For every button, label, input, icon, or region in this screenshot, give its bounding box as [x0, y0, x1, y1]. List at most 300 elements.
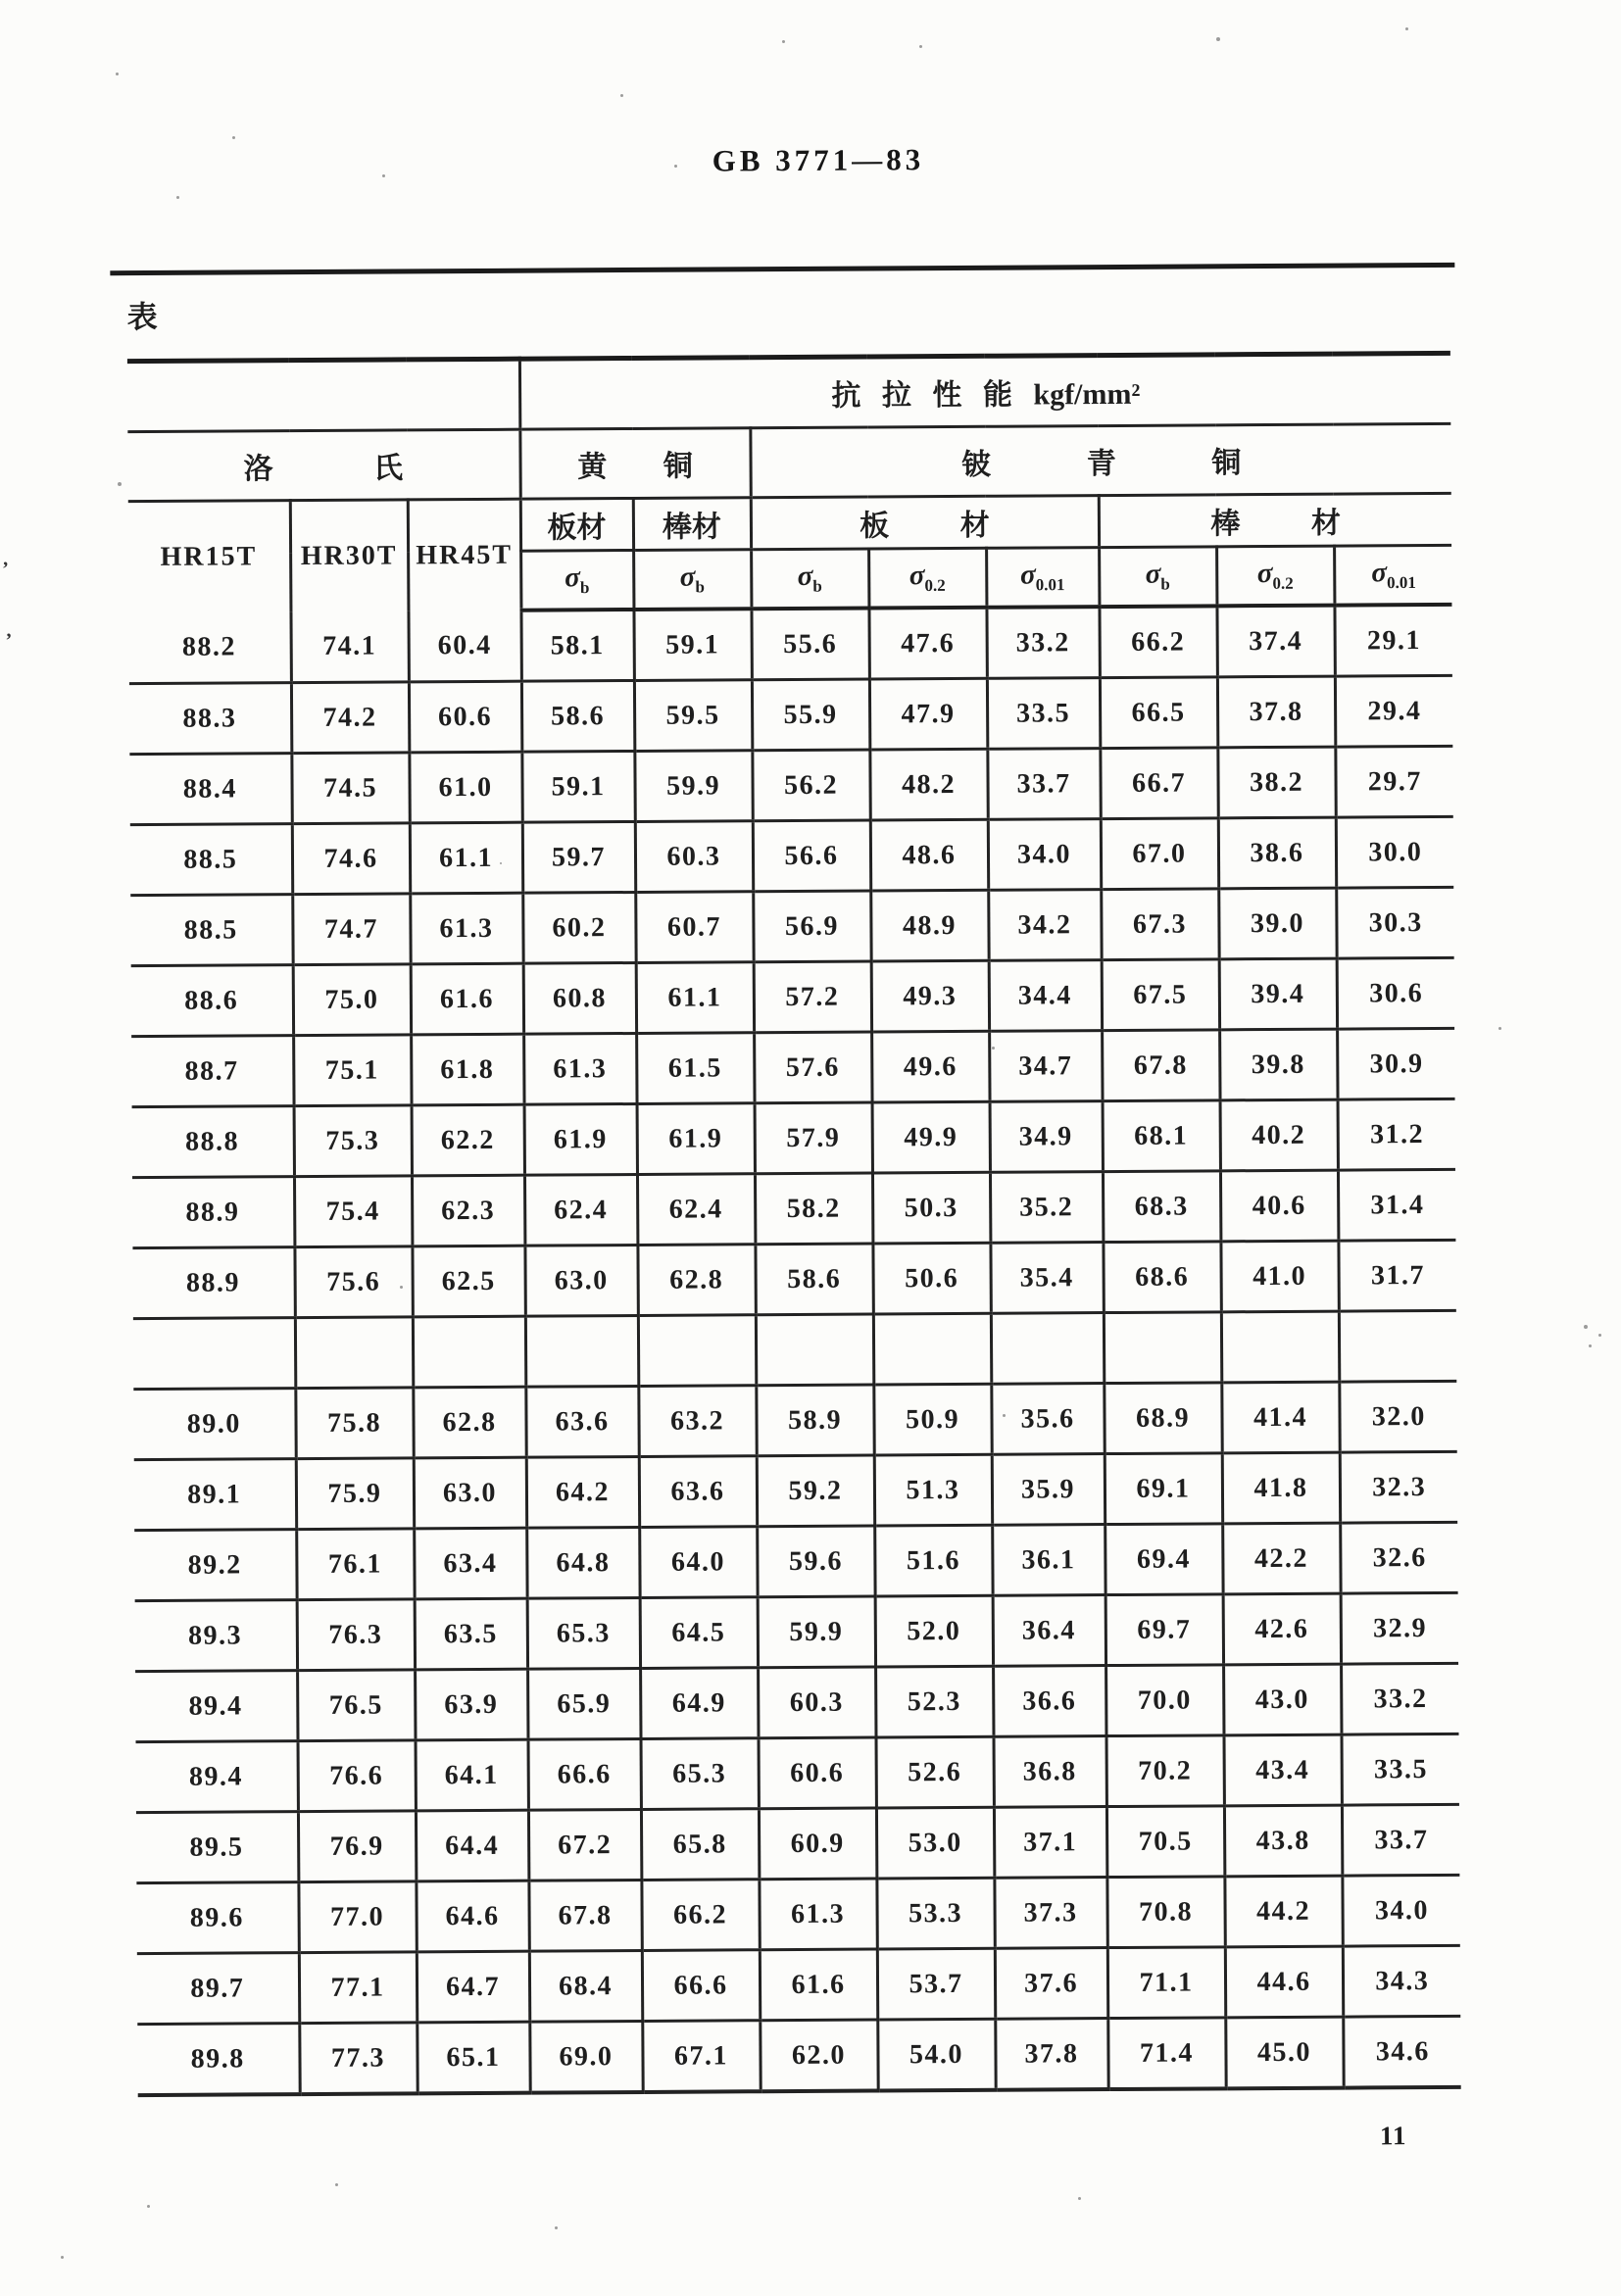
table-cell: 70.2: [1105, 1735, 1223, 1807]
table-cell: 64.1: [416, 1739, 528, 1811]
table-cell: 88.6: [131, 965, 293, 1037]
table-cell: 52.0: [875, 1595, 993, 1667]
table-row: [130, 887, 1454, 965]
table-cell: 35.4: [990, 1243, 1103, 1314]
table-cell: 59.1: [633, 609, 751, 680]
table-cell: 30.0: [1336, 816, 1454, 888]
table-cell: 31.2: [1338, 1099, 1456, 1170]
table-row: [132, 1099, 1456, 1177]
table-cell: 75.3: [294, 1105, 412, 1177]
table-row: [132, 1169, 1456, 1247]
table-cell: 29.4: [1335, 675, 1453, 747]
table-cell: 43.4: [1223, 1734, 1341, 1806]
table-cell: 34.6: [1343, 2016, 1461, 2087]
table-cell: 59.1: [521, 751, 634, 822]
scan-speck: [1078, 2197, 1081, 2200]
table-cell: 68.3: [1103, 1171, 1220, 1243]
table-cell: [525, 1315, 638, 1387]
table-cell: 54.0: [877, 2019, 995, 2090]
table-row: [129, 746, 1453, 824]
table-cell: 43.8: [1224, 1805, 1342, 1877]
table-cell: 58.6: [755, 1244, 872, 1315]
table-cell: 32.3: [1340, 1451, 1458, 1523]
table-cell: 69.7: [1105, 1594, 1223, 1666]
table-cell: 67.0: [1101, 818, 1218, 890]
table-cell: 61.3: [759, 1879, 876, 1950]
beryllium-sheet-cell: 板 材: [751, 496, 1099, 550]
table-row: [135, 1592, 1459, 1671]
table-cell: 67.3: [1101, 889, 1218, 960]
table-cell: 53.7: [877, 1948, 995, 2020]
table-cell: 88.9: [132, 1247, 294, 1319]
table-cell: 48.6: [870, 819, 988, 891]
table-row: [136, 1875, 1460, 1953]
table-cell: 62.8: [637, 1245, 755, 1316]
table-cell: 60.8: [523, 962, 636, 1034]
table-cell: 77.3: [299, 2023, 417, 2094]
table-cell: 37.8: [995, 2019, 1107, 2090]
table-cell: 88.5: [130, 895, 292, 966]
scan-speck: [382, 174, 385, 177]
scan-speck: [1589, 1344, 1592, 1347]
scan-speck: [1584, 1325, 1588, 1329]
table-cell: 33.7: [1342, 1804, 1460, 1876]
table-cell: 34.0: [988, 819, 1101, 891]
sigma-b-cell: $\sigma_b$: [520, 550, 633, 610]
table-cell: 31.7: [1338, 1240, 1456, 1311]
table-cell: 74.2: [291, 682, 409, 754]
table-row: [128, 605, 1452, 684]
table-cell: 57.2: [754, 961, 871, 1033]
table-row: [134, 1451, 1458, 1530]
rockwell-spacer-cell: [127, 359, 519, 431]
table-cell: 70.0: [1105, 1665, 1223, 1736]
table-cell: 58.1: [520, 610, 633, 681]
table-cell: 37.6: [995, 1948, 1107, 2020]
table-cell: 88.9: [132, 1177, 294, 1248]
table-cell: 89.5: [136, 1812, 298, 1883]
brass-rod-cell: 棒材: [633, 498, 751, 551]
table-cell: 50.9: [873, 1384, 991, 1455]
table-cell: [1104, 1312, 1221, 1384]
table-cell: 34.2: [988, 890, 1101, 961]
table-cell: 36.4: [993, 1595, 1105, 1667]
table-cell: 77.0: [298, 1881, 416, 1953]
table-cell: 56.9: [753, 891, 870, 962]
table-cell: [991, 1313, 1104, 1385]
table-cell: 60.4: [408, 611, 520, 682]
header-rule: [110, 263, 1454, 275]
table-cell: 37.1: [994, 1807, 1106, 1879]
table-row: [135, 1663, 1459, 1741]
table-cell: 76.9: [298, 1811, 416, 1882]
scan-speck: [61, 2256, 64, 2259]
table-row: [134, 1522, 1458, 1600]
table-cell: 67.2: [528, 1809, 641, 1881]
table-cell: [638, 1315, 756, 1387]
table-cell: 61.3: [523, 1033, 636, 1104]
table-cell: 59.5: [634, 680, 752, 752]
table-cell: 47.9: [869, 678, 987, 750]
table-cell: 59.2: [757, 1455, 874, 1527]
table-cell: 71.1: [1107, 1947, 1225, 2019]
scan-speck: [1003, 1414, 1006, 1417]
table-cell: 77.1: [299, 1952, 417, 2024]
table-cell: 34.3: [1343, 1945, 1461, 2017]
sigma-001-cell: $\sigma_{0.01}$: [986, 548, 1099, 608]
table-row: [131, 957, 1455, 1036]
scan-speck: [620, 94, 623, 97]
table-cell: 62.5: [412, 1246, 524, 1317]
table-cell: 34.7: [989, 1031, 1102, 1102]
scan-speck: [674, 165, 677, 168]
table-cell: 66.5: [1100, 677, 1217, 749]
table-cell: 42.2: [1222, 1523, 1340, 1594]
table-cell: 40.2: [1220, 1099, 1338, 1171]
table-cell: 50.3: [872, 1172, 990, 1244]
scan-speck: [1216, 37, 1220, 41]
table-cell: 36.8: [993, 1736, 1105, 1808]
table-cell: 68.1: [1103, 1100, 1220, 1172]
table-cell: 44.6: [1225, 1946, 1343, 2018]
table-cell: 68.6: [1103, 1242, 1220, 1313]
table-cell: 60.3: [635, 821, 753, 893]
table-cell: 63.4: [414, 1528, 526, 1599]
table-cell: 64.2: [526, 1456, 639, 1528]
table-cell: 75.8: [295, 1388, 413, 1459]
table-cell: 60.9: [759, 1808, 876, 1880]
table-cell: 60.6: [759, 1737, 876, 1809]
table-cell: 62.3: [412, 1175, 524, 1246]
table-cell: 34.4: [989, 960, 1102, 1032]
table-cell: 61.8: [411, 1034, 523, 1105]
table-cell: 88.3: [129, 683, 291, 755]
table-cell: 70.5: [1106, 1806, 1224, 1878]
table-cell: 61.9: [637, 1103, 755, 1175]
table-cell: 33.5: [1341, 1734, 1459, 1805]
table-cell: 64.6: [416, 1881, 528, 1952]
table-cell: 41.0: [1220, 1241, 1338, 1312]
scan-speck: [116, 73, 119, 75]
table-cell: 39.8: [1219, 1029, 1337, 1100]
document-code: GB 3771—83: [712, 142, 925, 178]
table-cell: 41.4: [1221, 1382, 1339, 1453]
table-cell: 48.2: [869, 749, 987, 820]
table-row: [133, 1381, 1457, 1459]
table-cell: 69.4: [1105, 1524, 1222, 1595]
table-cell: 74.7: [292, 894, 410, 965]
hr45t-header-cell: HR45T: [408, 499, 521, 611]
table-cell: 37.3: [994, 1878, 1106, 1949]
table-cell: 39.4: [1219, 958, 1337, 1030]
table-cell: 69.1: [1105, 1453, 1222, 1525]
table-cell: 57.9: [755, 1102, 872, 1174]
table-cell: 71.4: [1107, 2018, 1225, 2089]
table-cell: 38.2: [1217, 747, 1335, 818]
table-cell: 60.7: [635, 892, 753, 963]
table-cell: 70.8: [1106, 1877, 1224, 1948]
table-cell: 55.6: [751, 609, 868, 680]
scan-speck: [500, 862, 502, 864]
table-cell: 88.8: [132, 1106, 294, 1178]
scan-speck: [919, 45, 922, 48]
table-cell: 56.2: [752, 750, 869, 821]
table-cell: 59.9: [634, 751, 752, 822]
table-cell: 89.0: [133, 1389, 295, 1460]
table-cell: 63.6: [525, 1386, 638, 1457]
table-row: [136, 1734, 1460, 1812]
table-cell: 31.4: [1338, 1169, 1456, 1241]
scan-smudge: ʼ: [5, 629, 13, 652]
table-cell: [756, 1314, 873, 1386]
table-body: [128, 605, 1460, 2095]
table-cell: 58.9: [756, 1385, 873, 1456]
page-number: 11: [1379, 2121, 1407, 2151]
table-cell: 42.6: [1223, 1593, 1341, 1665]
scan-speck: [1405, 27, 1408, 30]
table-cell: 33.2: [986, 607, 1099, 678]
table-row: [129, 675, 1453, 754]
table-cell: 63.0: [414, 1457, 526, 1529]
table-cell: [1221, 1311, 1339, 1383]
scan-speck: [400, 1286, 403, 1289]
table-cell: 61.1: [636, 962, 754, 1034]
table-cell: 30.9: [1337, 1028, 1455, 1099]
scan-speck: [782, 40, 785, 43]
table-cell: 69.0: [529, 2021, 642, 2092]
table-cell: 36.6: [993, 1666, 1105, 1737]
table-cell: 50.6: [872, 1243, 990, 1314]
sigma-b-cell: $\sigma_b$: [751, 549, 868, 609]
table-cell: 49.9: [872, 1101, 990, 1173]
table-cell: 64.7: [417, 1951, 529, 2023]
table-cell: 41.8: [1222, 1452, 1340, 1524]
table-cell: 89.2: [134, 1530, 296, 1601]
table-cell: 74.6: [292, 823, 410, 895]
table-cell: [413, 1316, 525, 1388]
scan-speck: [147, 2205, 150, 2208]
table-row: [131, 1028, 1455, 1106]
table-cell: 33.2: [1341, 1663, 1459, 1734]
table-cell: 57.6: [754, 1032, 871, 1103]
table-cell: 48.9: [870, 890, 988, 961]
table-cell: 61.5: [636, 1033, 754, 1104]
table-cell: 61.1: [410, 822, 522, 894]
table-cell: 58.6: [521, 680, 634, 752]
table-cell: 88.7: [131, 1036, 293, 1107]
table-cell: 89.3: [135, 1600, 297, 1672]
table-cell: 37.8: [1217, 676, 1335, 748]
table-cell: 63.6: [639, 1456, 757, 1528]
table-cell: 52.3: [875, 1666, 993, 1737]
table-cell: 39.0: [1218, 888, 1336, 959]
table-cell: 34.9: [990, 1101, 1103, 1173]
table-cell: 89.7: [137, 1953, 299, 2025]
table-cell: 64.4: [416, 1810, 528, 1881]
table-cell: 68.4: [529, 1950, 642, 2022]
table-cell: 45.0: [1225, 2017, 1343, 2088]
table-cell: 76.3: [297, 1599, 415, 1671]
table-cell: 67.1: [642, 2021, 760, 2092]
table-cell: 63.9: [415, 1669, 527, 1740]
table-cell: 88.5: [130, 824, 292, 896]
table-cell: 66.2: [641, 1880, 759, 1951]
table-cell: 66.2: [1099, 606, 1216, 677]
scan-speck: [335, 2183, 338, 2186]
table-cell: 59.6: [757, 1526, 874, 1597]
scan-speck: [555, 2226, 558, 2229]
table-cell: 65.9: [527, 1668, 640, 1739]
table-cell: 29.1: [1334, 605, 1452, 676]
table-cell: 63.2: [638, 1386, 756, 1457]
table-cell: 75.1: [293, 1035, 411, 1106]
header-row-materials: [127, 423, 1451, 501]
table-cell: 75.9: [296, 1458, 414, 1530]
table-cell: 65.8: [641, 1809, 759, 1881]
rockwell-header-cell: 洛 氏: [127, 429, 519, 501]
table-cell: 67.5: [1102, 959, 1219, 1031]
table-row: [133, 1310, 1457, 1389]
table-cell: 62.2: [412, 1104, 524, 1176]
scan-speck: [176, 196, 179, 199]
scan-speck: [1498, 1027, 1501, 1030]
table-cell: 65.3: [527, 1597, 640, 1669]
table-cell: 62.0: [760, 2020, 877, 2091]
table-cell: 35.2: [990, 1172, 1103, 1244]
table-cell: 33.7: [987, 749, 1100, 820]
table-row: [137, 2016, 1461, 2095]
beryllium-rod-cell: 棒 材: [1099, 493, 1451, 547]
table-cell: 62.4: [524, 1174, 637, 1246]
table-cell: 38.6: [1218, 817, 1336, 889]
table-cell: 61.3: [410, 893, 522, 964]
scan-smudge: ʼ: [2, 558, 9, 580]
table-cell: 53.3: [876, 1878, 994, 1949]
table-cell: [295, 1317, 413, 1389]
table-cell: 89.8: [137, 2024, 299, 2096]
table-cell: 66.6: [642, 1950, 760, 2022]
table-cell: 61.6: [760, 1949, 877, 2021]
scan-speck: [118, 482, 122, 486]
brass-sheet-cell: 板材: [520, 498, 633, 551]
table-label: 表: [126, 299, 158, 335]
table-cell: 53.0: [876, 1807, 994, 1879]
table-row: [137, 1945, 1461, 2024]
table-cell: 37.4: [1216, 606, 1334, 677]
table-cell: 67.8: [528, 1880, 641, 1951]
table-cell: 65.3: [641, 1738, 759, 1810]
table-cell: 33.5: [987, 678, 1100, 750]
table-cell: 64.8: [526, 1527, 639, 1598]
table-cell: 51.6: [874, 1525, 992, 1596]
table-cell: 43.0: [1223, 1664, 1341, 1735]
table-cell: 65.1: [417, 2022, 529, 2093]
table-cell: 60.3: [758, 1667, 875, 1738]
table-cell: 74.5: [291, 753, 409, 824]
table-cell: 29.7: [1335, 746, 1453, 817]
table-cell: 59.9: [758, 1596, 875, 1668]
table-cell: 63.5: [415, 1598, 527, 1670]
table-cell: [133, 1318, 295, 1390]
header-row-tensile: [127, 353, 1451, 431]
table-cell: 88.4: [129, 754, 291, 825]
table-cell: 64.9: [640, 1668, 758, 1739]
table-cell: 89.6: [136, 1882, 298, 1954]
table-cell: 49.3: [871, 960, 989, 1032]
table-cell: 47.6: [868, 608, 986, 679]
table-row: [132, 1240, 1456, 1318]
table-cell: 34.0: [1342, 1875, 1460, 1946]
table-cell: 44.2: [1224, 1876, 1342, 1947]
table-row: [130, 816, 1454, 895]
table-cell: 89.1: [134, 1459, 296, 1531]
table-cell: [873, 1313, 991, 1385]
table-cell: 62.4: [637, 1174, 755, 1246]
conversion-table: [127, 351, 1461, 2097]
tensile-title-cell: 抗 拉 性 能 kgf/mm²: [519, 353, 1451, 429]
table-cell: 89.4: [136, 1741, 298, 1813]
table-cell: 66.7: [1100, 748, 1217, 819]
table-cell: 32.0: [1339, 1381, 1457, 1452]
hr30t-header-cell: HR30T: [290, 500, 409, 611]
table-cell: 58.2: [755, 1173, 872, 1245]
table-cell: 32.6: [1340, 1522, 1458, 1593]
table-cell: 60.2: [522, 892, 635, 963]
table-row: [136, 1804, 1460, 1882]
table-cell: 59.7: [522, 821, 635, 893]
scan-speck: [992, 1047, 995, 1050]
brass-header-cell: 黄 铜: [519, 428, 750, 499]
header-row-forms: [128, 493, 1451, 553]
table-cell: 88.2: [128, 611, 290, 684]
table-cell: 61.6: [411, 963, 523, 1035]
table-cell: 52.6: [876, 1736, 994, 1808]
table-header: [127, 353, 1452, 612]
hr15t-header-cell: HR15T: [160, 541, 258, 572]
table-cell: 30.3: [1336, 887, 1454, 958]
table-cell: 64.0: [639, 1527, 757, 1598]
table-cell: 66.6: [528, 1738, 641, 1810]
table-cell: 75.0: [293, 964, 411, 1036]
table-cell: 49.6: [871, 1031, 989, 1102]
table-cell: 36.1: [992, 1525, 1105, 1596]
table-cell: 64.5: [640, 1597, 758, 1669]
table-cell: 76.6: [298, 1740, 416, 1812]
table-cell: 68.9: [1104, 1383, 1221, 1454]
table-cell: 60.6: [409, 681, 521, 753]
table-cell: 89.4: [135, 1671, 297, 1742]
table-cell: 35.6: [991, 1384, 1104, 1455]
table-cell: 51.3: [874, 1454, 992, 1526]
sigma-02-cell: $\sigma_{0.2}$: [1216, 546, 1334, 606]
table-cell: [1339, 1310, 1457, 1382]
table-cell: 32.9: [1341, 1592, 1459, 1664]
table-cell: 35.9: [992, 1454, 1105, 1526]
table-cell: 63.0: [524, 1245, 637, 1316]
scan-speck: [1598, 1334, 1601, 1337]
table-cell: 56.6: [753, 820, 870, 892]
scan-speck: [232, 136, 235, 139]
table-cell: 76.5: [297, 1670, 415, 1741]
table-cell: 55.9: [752, 679, 869, 751]
sigma-b-cell: $\sigma_b$: [1099, 547, 1216, 607]
sigma-b-cell: $\sigma_b$: [633, 550, 751, 610]
table-cell: 61.9: [524, 1103, 637, 1175]
table-cell: 76.1: [296, 1529, 414, 1600]
sigma-001-cell: $\sigma_{0.01}$: [1334, 545, 1451, 605]
table-cell: 40.6: [1220, 1170, 1338, 1242]
table-cell: 62.8: [413, 1387, 525, 1458]
